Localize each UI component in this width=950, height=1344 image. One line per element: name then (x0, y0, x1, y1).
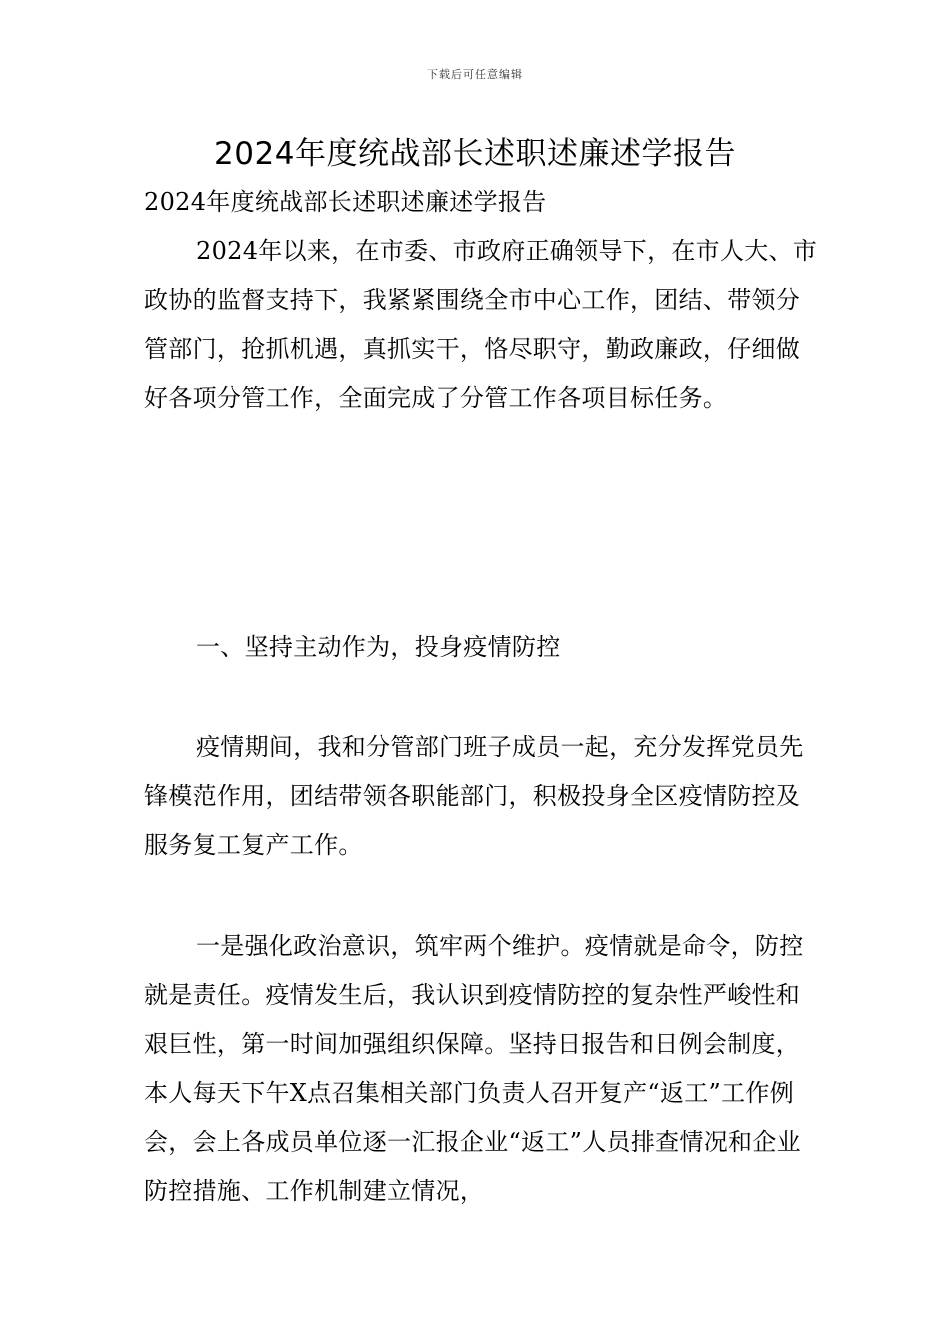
section-heading-1: 一、坚持主动作为，投身疫情防控 (196, 633, 561, 661)
paragraph-intro: 2024年以来，在市委、市政府正确领导下，在市人大、市政协的监督支持下，我紧紧围绕全市中心工作，团结、带领分管部门，抢抓机遇，真抓实干，恪尽职守，勤政廉政，仔细做好各项分管工作，全面完成了分管工作各项目标任务。 (144, 237, 818, 412)
header-note: 下载后可任意编辑 (427, 68, 523, 81)
document-subtitle: 2024年度统战部长述职述廉述学报告 (144, 188, 547, 216)
paragraph-point-1: 一是强化政治意识，筑牢两个维护。疫情就是命令，防控就是责任。疫情发生后，我认识到疫情防控的复杂性严峻性和艰巨性，第一时间加强组织保障。坚持日报告和日例会制度，本人每天下午X点召集相关部门负责人召开复产“返工”工作例会，会上各成员单位逐一汇报企业“返工”人员排查情况和企业防控措施、工作机制建立情况， (144, 932, 804, 1205)
document-title: 2024年度统战部长述职述廉述学报告 (214, 136, 736, 172)
paragraph-section1-intro: 疫情期间，我和分管部门班子成员一起，充分发挥党员先锋模范作用，团结带领各职能部门，积极投身全区疫情防控及服务复工复产工作。 (144, 733, 804, 859)
